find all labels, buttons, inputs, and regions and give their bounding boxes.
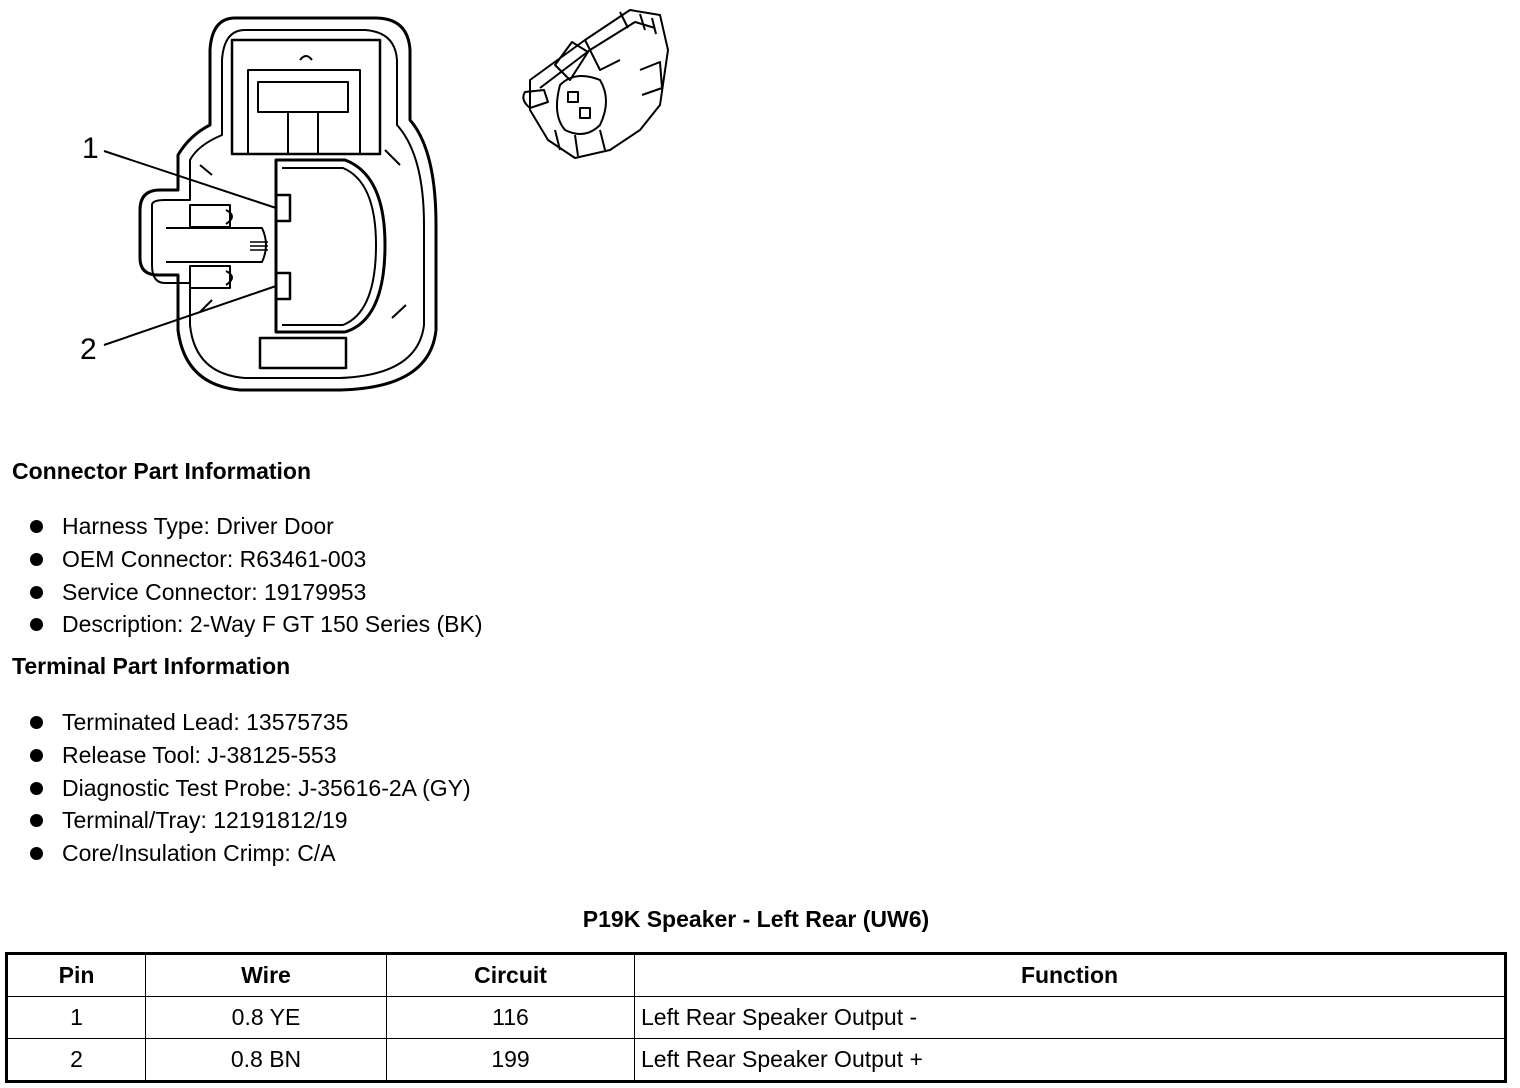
cell-circuit: 116 — [387, 997, 635, 1039]
connector-isometric-view — [523, 10, 668, 158]
list-item: OEM Connector: R63461-003 — [0, 543, 483, 576]
callout-label-1: 1 — [82, 132, 99, 165]
cell-function: Left Rear Speaker Output - — [635, 997, 1506, 1039]
list-item: Service Connector: 19179953 — [0, 576, 483, 609]
column-header-circuit: Circuit — [387, 954, 635, 997]
list-item: Diagnostic Test Probe: J-35616-2A (GY) — [0, 772, 471, 805]
cell-pin: 1 — [7, 997, 146, 1039]
pinout-table — [5, 952, 1507, 1083]
table-title: P19K Speaker - Left Rear (UW6) — [582, 906, 930, 932]
list-item: Harness Type: Driver Door — [0, 510, 483, 543]
cell-function: Left Rear Speaker Output + — [635, 1039, 1506, 1082]
cell-pin: 2 — [7, 1039, 146, 1082]
list-item: Core/Insulation Crimp: C/A — [0, 837, 471, 870]
list-item: Release Tool: J-38125-553 — [0, 739, 471, 772]
bullet-icon — [30, 553, 43, 566]
column-header-function: Function — [635, 954, 1506, 997]
connector-face-view — [140, 18, 436, 390]
cell-wire: 0.8 YE — [146, 997, 387, 1039]
bullet-icon — [30, 749, 43, 762]
list-item: Description: 2-Way F GT 150 Series (BK) — [0, 608, 483, 641]
list-item: Terminal/Tray: 12191812/19 — [0, 804, 471, 837]
terminal-info-heading: Terminal Part Information — [12, 653, 291, 679]
column-header-pin: Pin — [7, 954, 146, 997]
bullet-icon — [30, 586, 43, 599]
column-header-wire: Wire — [146, 954, 387, 997]
list-item: Terminated Lead: 13575735 — [0, 706, 471, 739]
table-header-row — [7, 954, 1506, 997]
table-row — [7, 997, 1506, 1039]
cell-circuit: 199 — [387, 1039, 635, 1082]
connector-info-heading: Connector Part Information — [12, 458, 312, 484]
cell-wire: 0.8 BN — [146, 1039, 387, 1082]
bullet-icon — [30, 814, 43, 827]
bullet-icon — [30, 847, 43, 860]
table-row — [7, 1039, 1506, 1082]
connector-diagram — [0, 0, 700, 420]
bullet-icon — [30, 618, 43, 631]
callout-label-2: 2 — [80, 333, 97, 366]
terminal-info-list — [0, 706, 471, 870]
bullet-icon — [30, 782, 43, 795]
bullet-icon — [30, 520, 43, 533]
connector-info-list — [0, 510, 483, 641]
bullet-icon — [30, 716, 43, 729]
